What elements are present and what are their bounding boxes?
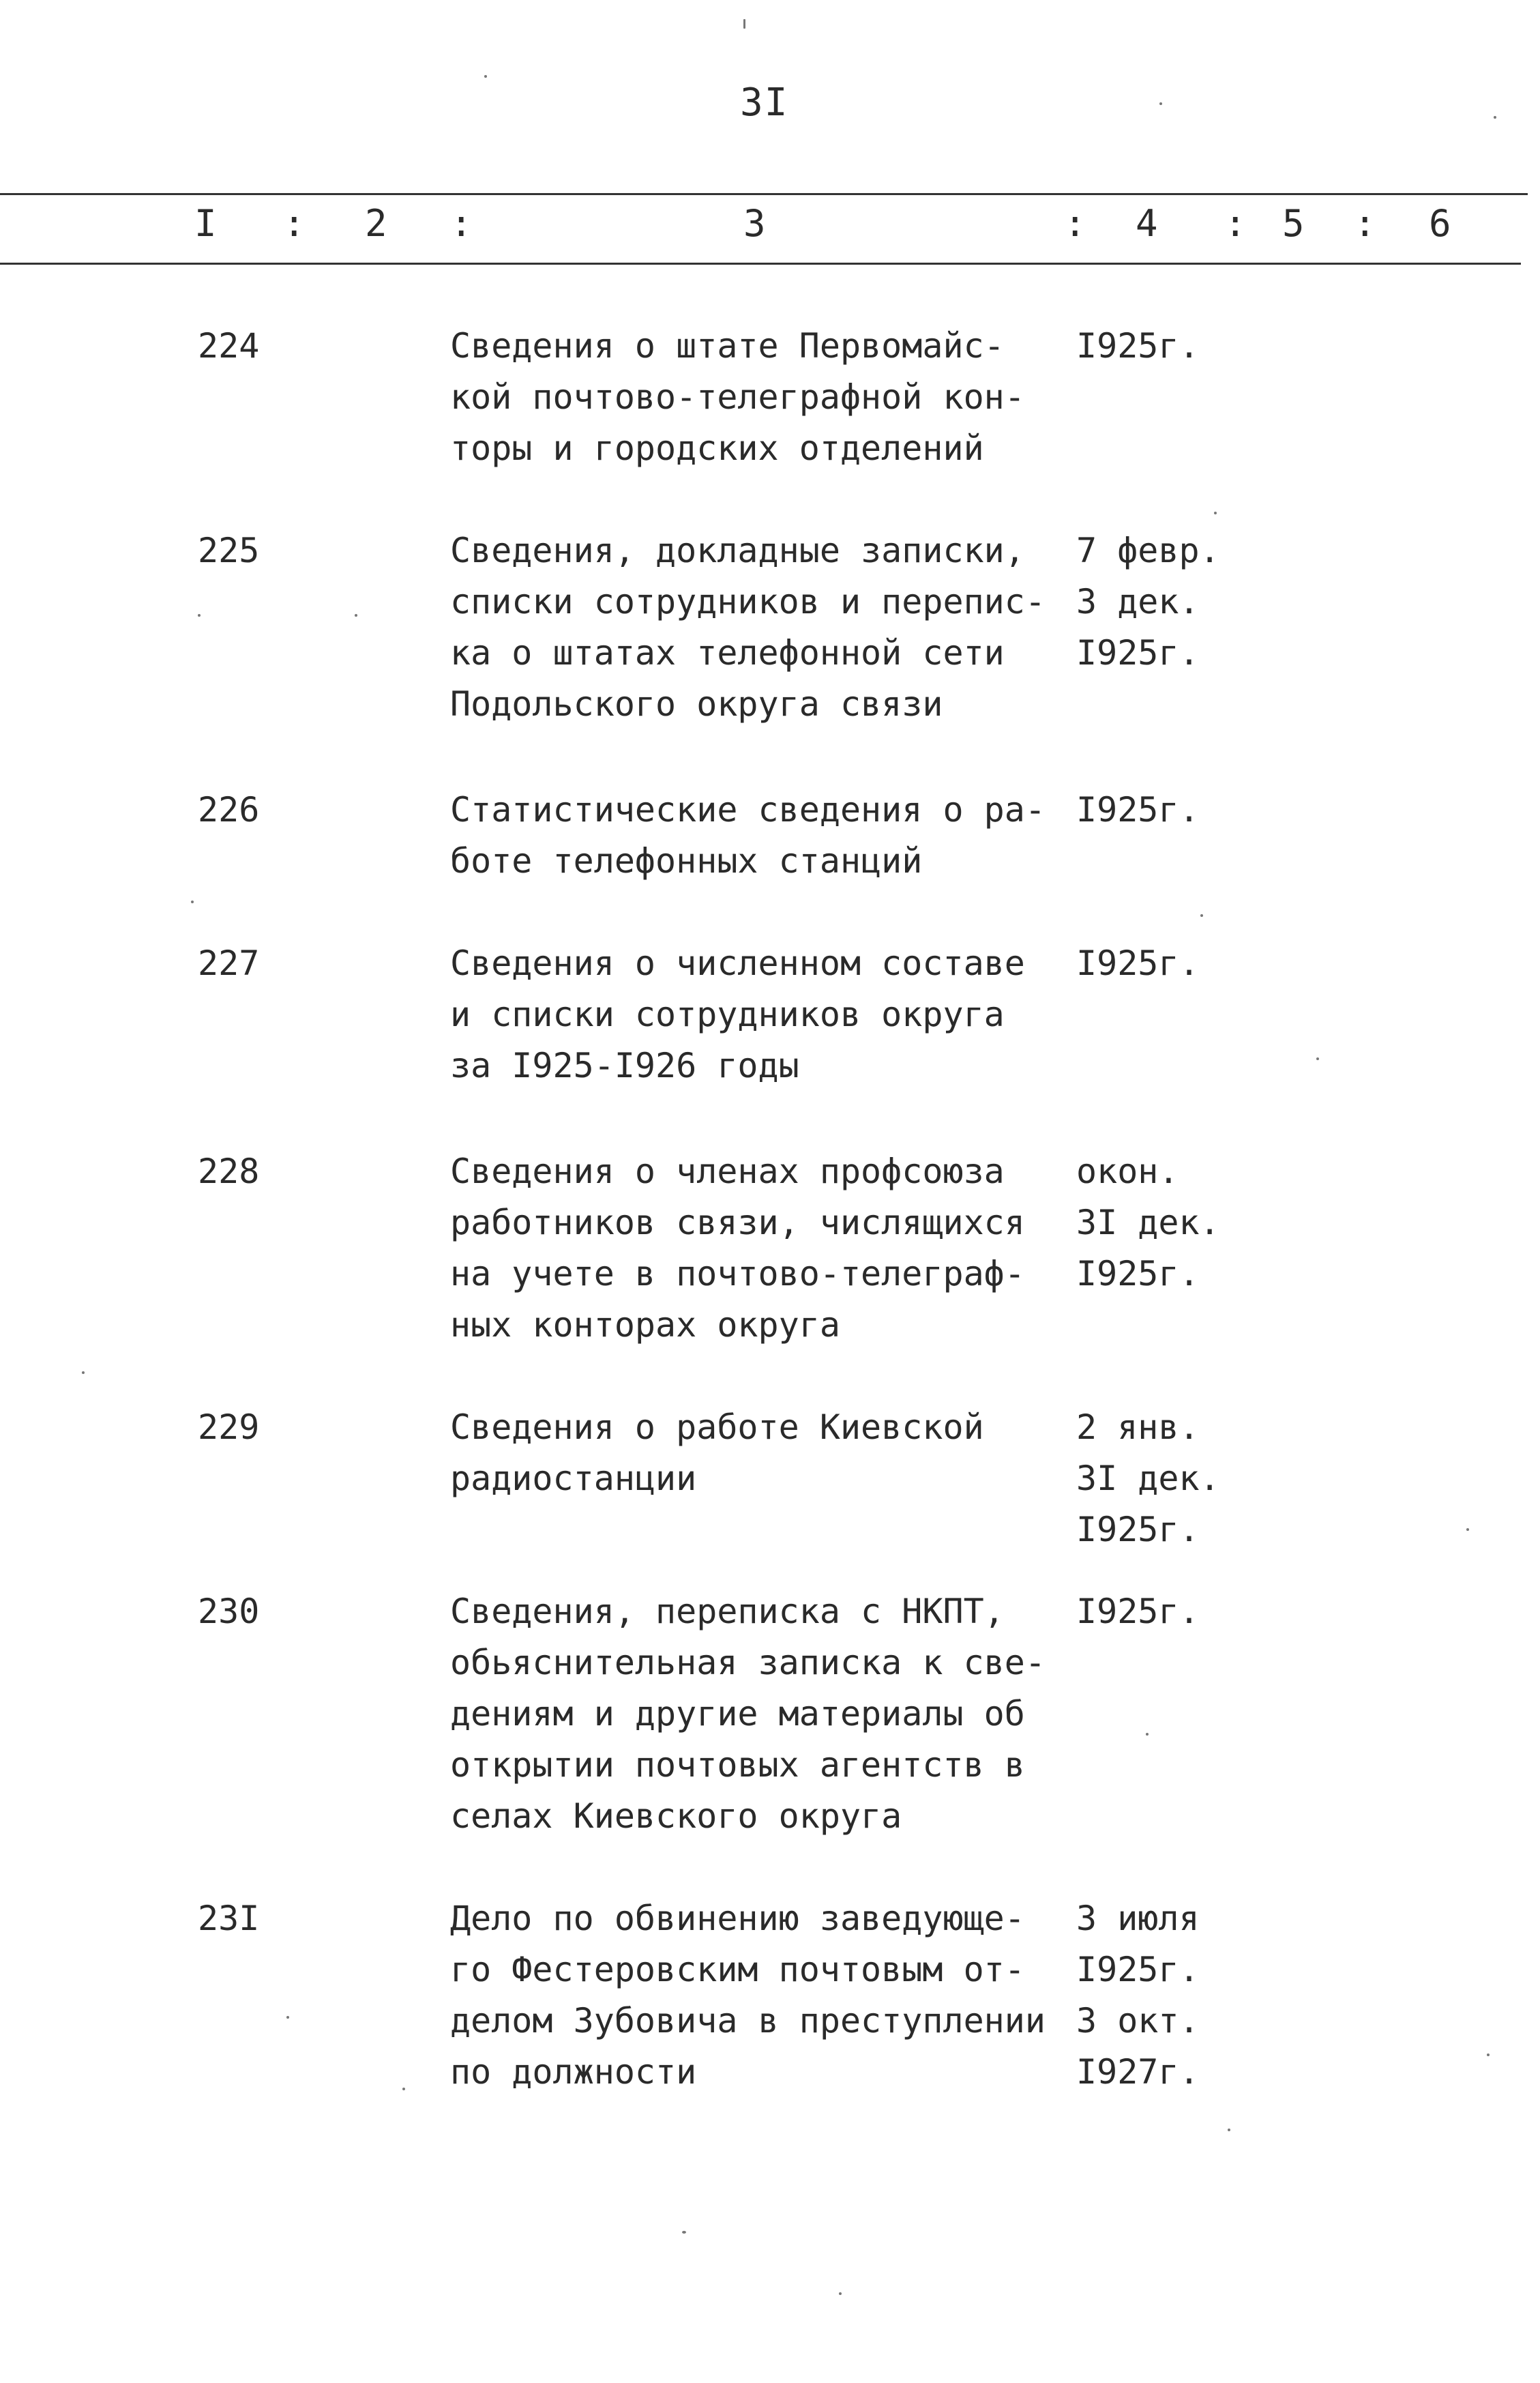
entry-description	[450, 321, 1064, 474]
description-line: ка о штатах телефонной сети	[450, 633, 1005, 673]
header-top-rule	[0, 193, 1528, 195]
date-line: I925г.	[1076, 1592, 1200, 1631]
description-line: ных конторах округа	[450, 1305, 840, 1345]
column-header-1: I	[194, 202, 217, 245]
entry-dates	[1076, 321, 1254, 372]
entry-number: 224	[198, 326, 260, 366]
description-line: по должности	[450, 2052, 697, 2092]
description-line: радиостанции	[450, 1459, 697, 1498]
description-line: Сведения о работе Киевской	[450, 1407, 984, 1447]
description-line: го Фестеровским почтовым от-	[450, 1950, 1025, 1989]
date-line: I925г.	[1076, 1254, 1200, 1293]
description-line: списки сотрудников и перепис-	[450, 582, 1046, 622]
description-line: открытии почтовых агентств в	[450, 1745, 1025, 1785]
entry-description	[450, 1402, 1064, 1504]
entry-number: 229	[198, 1407, 260, 1447]
description-line: обьяснительная записка к све-	[450, 1643, 1046, 1682]
entry-description	[450, 938, 1064, 1092]
description-line: делом Зубовича в преступлении	[450, 2001, 1046, 2041]
entry-number: 23I	[198, 1899, 260, 1938]
column-header-row	[0, 202, 1540, 250]
entry-number: 225	[198, 531, 260, 570]
column-header-5: 5	[1282, 202, 1305, 245]
column-header-2: 2	[365, 202, 387, 245]
description-line: Сведения, переписка с НКПТ,	[450, 1592, 1005, 1631]
description-line: Статистические сведения о ра-	[450, 790, 1046, 830]
column-separator: :	[1064, 202, 1086, 245]
description-line: Сведения о численном составе	[450, 944, 1025, 983]
entry-dates	[1076, 938, 1254, 989]
header-bottom-rule	[0, 263, 1521, 265]
description-line: на учете в почтово-телеграф-	[450, 1254, 1025, 1293]
entry-description	[450, 1893, 1064, 2098]
column-separator: :	[1354, 202, 1376, 245]
date-line: 3 дек.	[1076, 582, 1200, 622]
column-header-4: 4	[1136, 202, 1158, 245]
description-line: Дело по обвинению заведующе-	[450, 1899, 1025, 1938]
description-line: и списки сотрудников округа	[450, 995, 1005, 1034]
description-line: за I925-I926 годы	[450, 1046, 799, 1085]
date-line: окон.	[1076, 1152, 1179, 1191]
entry-description	[450, 525, 1064, 730]
date-line: 2 янв.	[1076, 1407, 1200, 1447]
entry-description	[450, 1586, 1064, 1842]
description-line: Сведения о штате Первомайс-	[450, 326, 1005, 366]
description-line: торы и городских отделений	[450, 428, 984, 468]
entry-dates	[1076, 785, 1254, 836]
date-line: I925г.	[1076, 633, 1200, 673]
date-line: I925г.	[1076, 944, 1200, 983]
entry-dates	[1076, 1146, 1254, 1300]
date-line: 3I дек.	[1076, 1459, 1220, 1498]
description-line: селах Киевского округа	[450, 1796, 902, 1836]
page-number: 3I	[740, 81, 789, 125]
date-line: 3 окт.	[1076, 2001, 1200, 2041]
date-line: 7 февр.	[1076, 531, 1220, 570]
entry-description	[450, 1146, 1064, 1351]
column-separator: :	[1224, 202, 1247, 245]
description-line: кой почтово-телеграфной кон-	[450, 377, 1025, 417]
description-line: боте телефонных станций	[450, 841, 923, 881]
entry-number: 227	[198, 944, 260, 983]
column-header-6: 6	[1429, 202, 1451, 245]
column-header-3: 3	[743, 202, 766, 245]
date-line: I925г.	[1076, 1510, 1200, 1549]
date-line: I925г.	[1076, 326, 1200, 366]
entry-dates	[1076, 1402, 1254, 1555]
entry-dates	[1076, 1893, 1254, 2098]
date-line: I925г.	[1076, 790, 1200, 830]
description-line: Сведения, докладные записки,	[450, 531, 1025, 570]
date-line: I927г.	[1076, 2052, 1200, 2092]
entry-description	[450, 785, 1064, 887]
entry-number: 228	[198, 1152, 260, 1191]
column-separator: :	[450, 202, 473, 245]
description-line: работников связи, числящихся	[450, 1203, 1025, 1242]
date-line: I925г.	[1076, 1950, 1200, 1989]
date-line: 3 июля	[1076, 1899, 1200, 1938]
entry-dates	[1076, 1586, 1254, 1637]
date-line: 3I дек.	[1076, 1203, 1220, 1242]
column-separator: :	[283, 202, 306, 245]
description-line: дениям и другие материалы об	[450, 1694, 1025, 1734]
description-line: Подольского округа связи	[450, 684, 943, 724]
entry-number: 226	[198, 790, 260, 830]
entry-dates	[1076, 525, 1254, 679]
description-line: Сведения о членах профсоюза	[450, 1152, 1005, 1191]
entry-number: 230	[198, 1592, 260, 1631]
